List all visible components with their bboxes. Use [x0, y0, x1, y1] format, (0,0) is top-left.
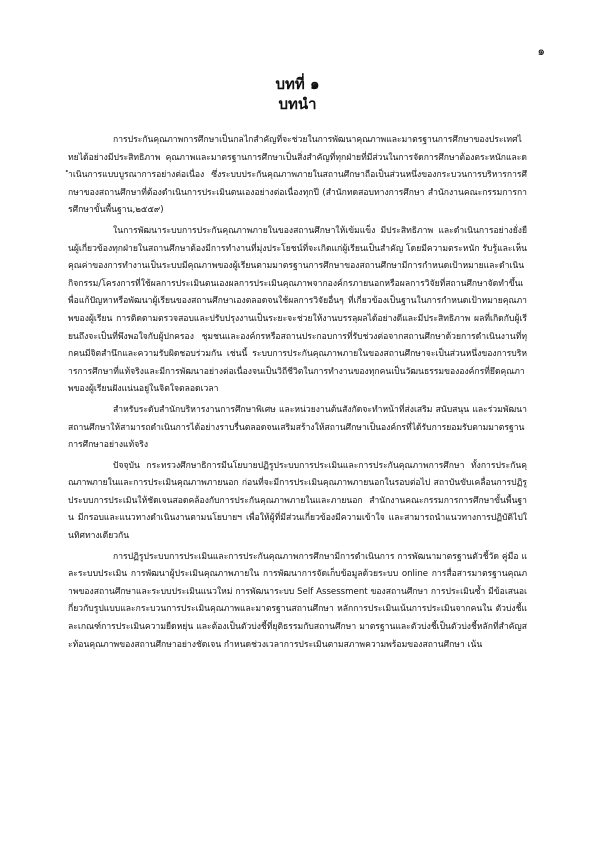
chapter-heading [0, 74, 595, 114]
paragraph-3: สำหรับระดับสำนักบริหารงานการศึกษาพิเศษ และหน่วยงานต้นสังกัดจะทำหน้าที่ส่งเสริม สนับสนุน และร่วมพัฒนาสถานศึกษาให้สามารถดำเนินการได้อย่างราบรื่นตลอดจนเสริมสร้างให้สถานศึกษาเป็นองค์กรที่ได้รับการยอมรับตามมาตรฐานการศึกษาอย่างแท้จริง [68, 404, 527, 451]
paragraph-5: การปฏิรูประบบการประเมินและการประกันคุณภาพการศึกษามีการดำเนินการ การพัฒนามาตรฐานตัวชี้วัด คู่มือ และระบบประเมิน การพัฒนาผู้ประเมินคุณภาพภายใน การพัฒนาการจัดเก็บข้อมูลด้วยระบบ online การสื่อสารมาตรฐานคุณภาพของสถานศึกษาและระบบประเมินแนวใหม่ การพัฒนาระบบ Self Assessment ของสถานศึกษา การประเมินซ้ำ มีข้อเสนอเกี่ยวกับรูปแบบและกระบวนการประเมินคุณภาพและมาตรฐานสถานศึกษา หลักการประเมินเน้นการประเมินจากคนใน ตัวบ่งชี้และเกณฑ์การประเมินความยืดหยุ่น และต้องเป็นตัวบ่งชี้ที่ยุติธรรมกับสถานศึกษา มาตรฐานและตัวบ่งชี้เป็นตัวบ่งชี้หลักที่สำคัญสะท้อนคุณภาพของสถานศึกษาอย่างชัดเจน กำหนดช่วงเวลาการประเมินตามสภาพความพร้อมของสถานศึกษา เน้น [68, 551, 527, 650]
chapter-number: บทที่ ๑ [275, 75, 320, 93]
chapter-title: บทนำ [278, 95, 317, 113]
paragraph-2: ในการพัฒนาระบบการประกันคุณภาพภายในของสถานศึกษาให้เข้มแข็ง มีประสิทธิภาพ และดำเนินการอย่างยั่งยืนผู้เกี่ยวข้องทุกฝ่ายในสถานศึกษาต้องมีการทำงานที่มุ่งประโยชน์ที่จะเกิดแก่ผู้เรียนเป็นสำคัญ โดยมีความตระหนัก รับรู้และเห็นคุณค่าของการทำงานเป็นระบบมีคุณภาพของผู้เรียนตามมาตรฐานการศึกษาของสถานศึกษามีการกำหนดเป้าหมายและดำเนินกิจกรรม/โครงการที่ใช้ผลการประเมินตนเองผลการประเมินคุณภาพจากองค์กรภายนอกหรือผลการวิจัยที่สถานศึกษาจัดทำขึ้นเพื่อแก้ปัญหาหรือพัฒนาผู้เรียนของสถานศึกษาเองตลอดจนใช้ผลการวิจัยอื่นๆ ที่เกี่ยวข้องเป็นฐานในการกำหนดเป้าหมายคุณภาพของผู้เรียน การติดตามตรวจสอบและปรับปรุงงานเป็นระยะจะช่วยให้งานบรรลุผลได้อย่างดีและมีประสิทธิภาพ ผลที่เกิดกับผู้เรียนถึงจะเป็นที่พึงพอใจกับผู้ปกครอง ชุมชนและองค์กรหรือสถานประกอบการที่รับช่วงต่อจากสถานศึกษาด้วยการดำเนินงานที่ทุกคนมีจิตสำนึกและความรับผิดชอบร่วมกัน เช่นนี้ ระบบการประกันคุณภาพภายในของสถานศึกษาจะเป็นส่วนหนึ่งของการบริหารการศึกษาที่แท้จริงและมีการพัฒนาอย่างต่อเนื่องจนเป็นวิถีชีวิตในการทำงานของทุกคนเป็นวัฒนธรรมขององค์กรที่ยึดคุณภาพของผู้เรียนฝังแน่นอยู่ในจิตใจตลอดเวลา [68, 225, 527, 395]
paragraph-4: ปัจจุบัน กระทรวงศึกษาธิการมีนโยบายปฏิรูประบบการประเมินและการประกันคุณภาพการศึกษา ทั้งการประกันคุณภาพภายในและการประเมินคุณภาพภายนอก ก่อนที่จะมีการประเมินคุณภาพภายนอกในรอบต่อไป สถาบันขับเคลื่อนการปฏิรูประบบการประเมินให้ชัดเจนสอดคล้องกับการประกันคุณภาพภายในและภายนอก สำนักงานคณะกรรมการการศึกษาขั้นพื้นฐาน มีกรอบและแนวทางดำเนินงานตามนโยบายฯ เพื่อให้ผู้ที่มีส่วนเกี่ยวข้องมีความเข้าใจ และสามารถนำแนวทางการปฏิบัติไปในทิศทางเดียวกัน [68, 460, 527, 542]
paragraph-1: การประกันคุณภาพการศึกษาเป็นกลไกสำคัญที่จะช่วยในการพัฒนาคุณภาพและมาตรฐานการศึกษาของประเทศไทยได้อย่างมีประสิทธิภาพ คุณภาพและมาตรฐานการศึกษาเป็นสิ่งสำคัญที่ทุกฝ่ายที่มีส่วนในการจัดการศึกษาต้องตระหนักและดำเนินการแบบบูรณาการอย่างต่อเนื่อง ซึ่งระบบประกันคุณภาพภายในสถานศึกษาถือเป็นส่วนหนึ่งของกระบวนการบริหารการศึกษาของสถานศึกษาที่ต้องดำเนินการประเมินตนเองอย่างต่อเนื่องทุกปี (สำนักทดสอบทางการศึกษา สำนักงานคณะกรรมการการศึกษาขั้นพื้นฐาน,๒๕๕๙) [68, 135, 527, 216]
body-text [68, 132, 527, 657]
page-number: ๑ [537, 44, 545, 58]
